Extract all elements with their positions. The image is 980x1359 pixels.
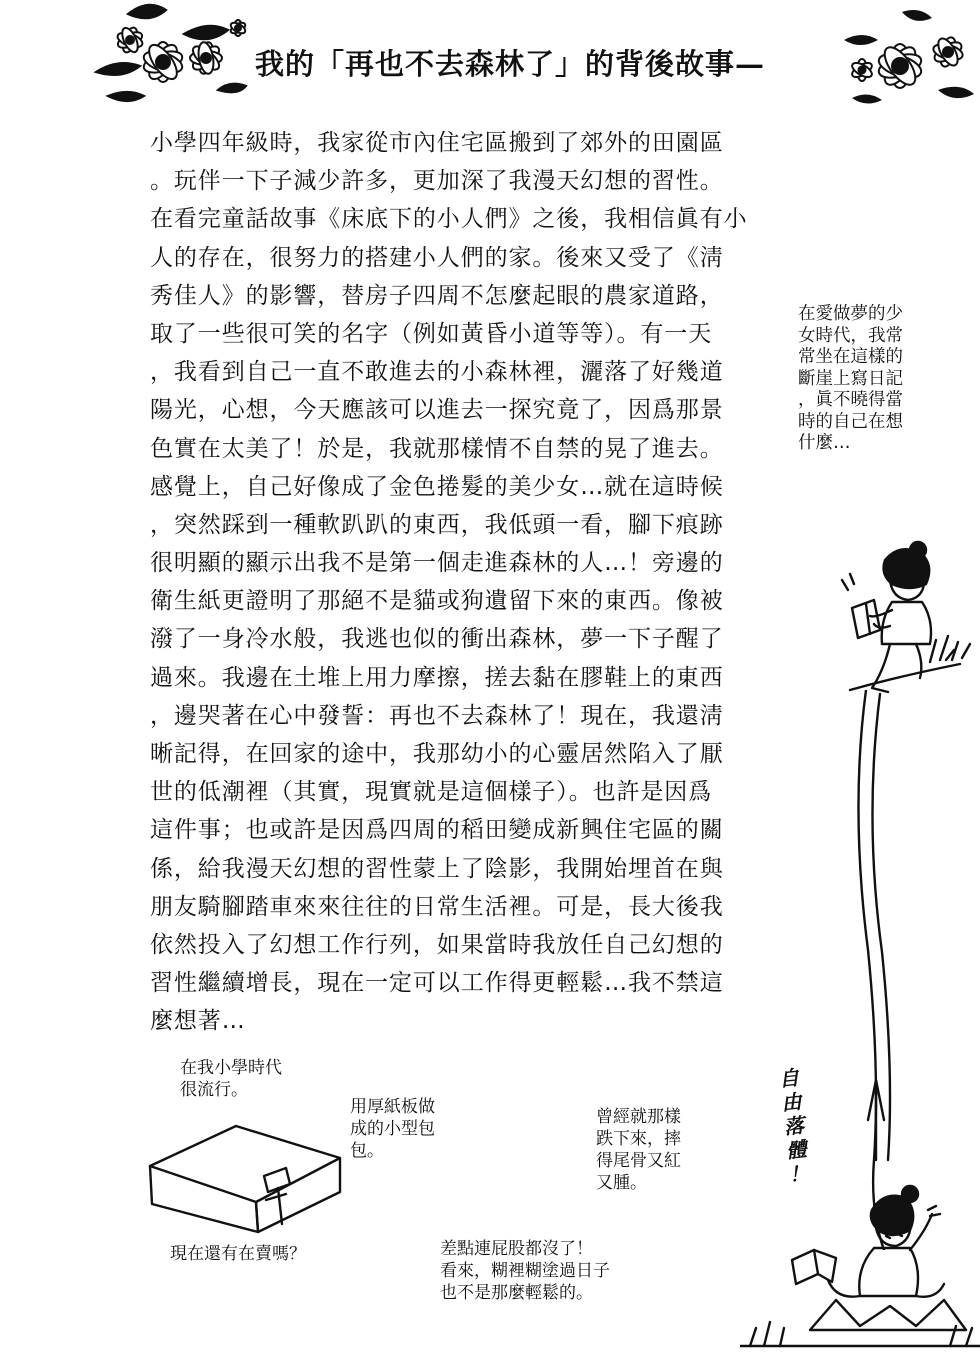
body-line: 這件事；也或許是因爲四周的稻田變成新興住宅區的關 xyxy=(150,817,724,844)
body-line: 感覺上，自己好像成了金色捲髮的美少女…就在這時候 xyxy=(150,473,724,500)
body-line: ，邊哭著在心中發誓：再也不去森林了！現在，我還淸 xyxy=(150,702,724,729)
note-line: 很流行。 xyxy=(180,1080,248,1100)
caption-line: 時的自己在想 xyxy=(798,411,903,432)
body-line: 習性繼續增長，現在一定可以工作得更輕鬆…我不禁這 xyxy=(150,970,724,997)
note-line: 用厚紙板做 xyxy=(350,1097,435,1117)
cardboard-bag-illustration xyxy=(140,1108,350,1238)
caption-line: 女時代，我常 xyxy=(798,325,903,346)
note-line: 也不是那麼輕鬆的。 xyxy=(440,1283,593,1303)
note-line: 成的小型包 xyxy=(350,1119,435,1139)
body-line: 取了一些很可笑的名字（例如黃昏小道等等）。有一天 xyxy=(150,320,713,347)
sale-note xyxy=(170,1243,306,1265)
body-line: ，突然踩到一種軟趴趴的東西，我低頭一看，腳下痕跡 xyxy=(150,511,724,538)
body-line: 晰記得，在回家的途中，我那幼小的心靈居然陷入了厭 xyxy=(150,741,724,767)
body-line: 很明顯的顯示出我不是第一個走進森林的人…！旁邊的 xyxy=(150,550,724,577)
free-fall-char: 體 xyxy=(785,1136,808,1163)
caption-line: 在愛做夢的少 xyxy=(798,304,903,324)
body-text xyxy=(150,124,780,1041)
page-title: 我的「再也不去森林了」的背後故事— xyxy=(255,47,766,81)
flower-cluster-icon xyxy=(842,10,978,114)
caption-line: ，眞不曉得當 xyxy=(798,390,903,410)
fallen-girl-illustration xyxy=(740,1150,980,1350)
free-fall-char: 由 xyxy=(780,1089,803,1116)
body-line: 麼想著… xyxy=(150,1008,246,1035)
free-fall-char: ！ xyxy=(787,1160,811,1187)
note-line: 在我小學時代 xyxy=(180,1058,282,1078)
note-line: 現在還有在賣嗎？ xyxy=(170,1244,306,1264)
body-line: 陽光，心想，今天應該可以進去一探究竟了，因爲那景 xyxy=(150,397,724,424)
body-line: 依然投入了幻想工作行列，如果當時我放任自己幻想的 xyxy=(150,931,724,958)
body-line: 人的存在，很努力的搭建小人們的家。後來又受了《淸 xyxy=(150,244,724,271)
body-line: 係，給我漫天幻想的習性蒙上了陰影，我開始埋首在與 xyxy=(150,855,724,882)
free-fall-char: 自 xyxy=(777,1065,801,1092)
caption-line: 常坐在這樣的 xyxy=(798,347,903,367)
note-line: 得尾骨又紅 xyxy=(596,1151,681,1171)
body-line: 秀佳人》的影響，替房子四周不怎麼起眼的農家道路， xyxy=(150,282,724,309)
body-line: 。玩伴一下子減少許多，更加深了我漫天幻想的習性。 xyxy=(150,168,724,195)
note-line: 差點連屁股都沒了！ xyxy=(440,1239,593,1259)
body-line: 在看完童話故事《床底下的小人們》之後，我相信眞有小 xyxy=(150,206,748,233)
body-line: 過來。我邊在土堆上用力摩擦，搓去黏在膠鞋上的東西 xyxy=(150,664,724,691)
almost-note xyxy=(440,1238,610,1304)
body-line: 世的低潮裡（其實，現實就是這個樣子）。也許是因爲 xyxy=(150,779,713,806)
side-caption xyxy=(798,304,903,455)
note-line: 跌下來，摔 xyxy=(596,1129,681,1149)
caption-line: 什麼… xyxy=(798,433,851,453)
note-line: 包。 xyxy=(350,1141,384,1161)
body-line: 衛生紙更證明了那絕不是貓或狗遺留下來的東西。像被 xyxy=(150,588,724,615)
note-line: 又腫。 xyxy=(596,1173,647,1193)
flower-cluster-icon xyxy=(88,0,248,110)
cardboard-note xyxy=(350,1096,435,1162)
note-line: 曾經就那樣 xyxy=(596,1107,681,1127)
caption-line: 斷崖上寫日記 xyxy=(798,368,903,389)
body-line: 朋友騎腳踏車來來往往的日常生活裡。可是，長大後我 xyxy=(150,893,724,920)
free-fall-char: 落 xyxy=(782,1113,806,1139)
body-line: 色實在太美了！於是，我就那樣情不自禁的晃了進去。 xyxy=(150,435,724,462)
body-line: ，我看到自己一直不敢進去的小森林裡，灑落了好幾道 xyxy=(150,359,724,386)
body-line: 潑了一身冷水般，我逃也似的衝出森林，夢一下子醒了 xyxy=(150,626,724,653)
body-line: 小學四年級時，我家從市內住宅區搬到了郊外的田園區 xyxy=(150,130,724,156)
fell-note xyxy=(596,1106,681,1194)
popular-note xyxy=(180,1057,282,1101)
note-line: 看來，糊裡糊塗過日子 xyxy=(440,1261,610,1281)
